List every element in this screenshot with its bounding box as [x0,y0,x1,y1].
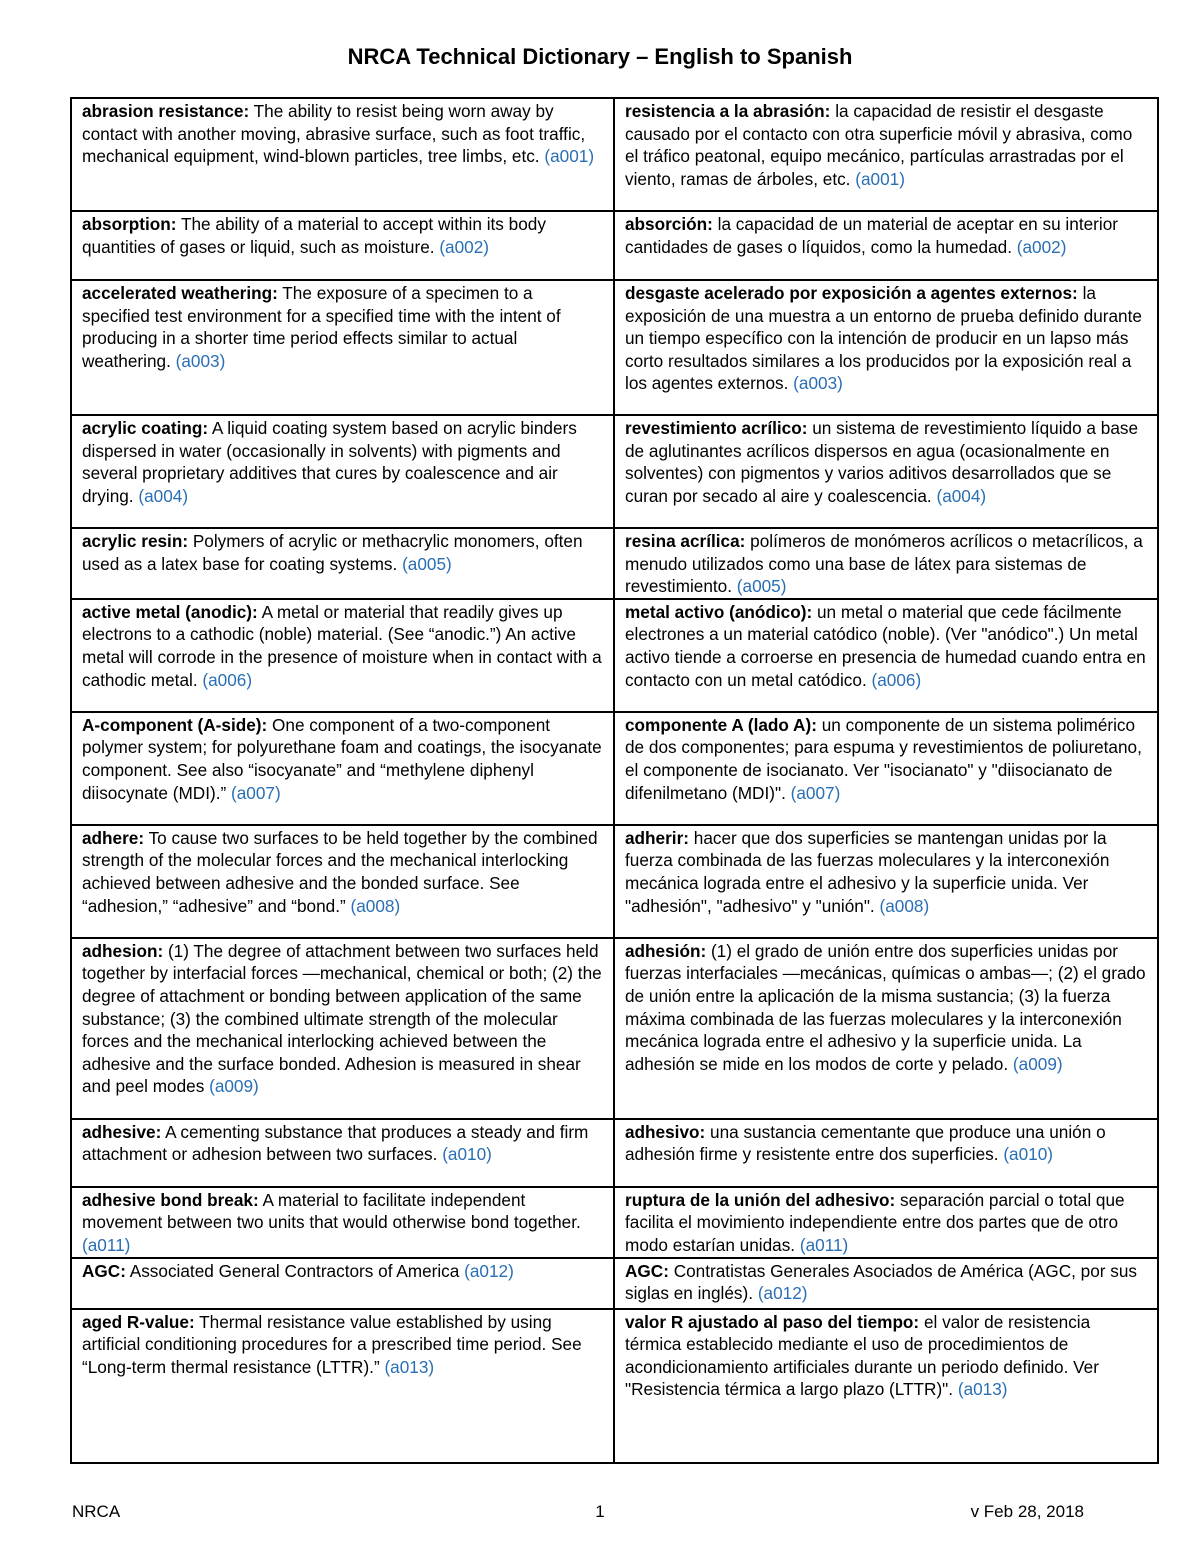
footer-org: NRCA [72,1502,121,1521]
term: adhesive bond break: [82,1189,259,1210]
english-cell [71,415,614,528]
term: desgaste acelerado por exposición a agentes externos: [625,283,1078,303]
term: acrylic coating: [82,418,209,438]
term: AGC: [625,1260,669,1281]
spanish-cell [614,1187,1158,1258]
term: absorción: [625,214,713,234]
definition: A material to facilitate independent movement between two units that would otherwise bond together. [82,1189,581,1233]
footer-version-date: v Feb 28, 2018 [970,1502,1084,1521]
term: AGC: [82,1260,126,1281]
definition: la capacidad de resistir el desgaste causado por el contacto con otra superficie móvil y abrasiva, como el tráfico peatonal, equipo mecánico, partículas arrastradas por el viento, ramas de árboles, etc. [625,101,1133,189]
reference-code: (a013) [957,1379,1008,1400]
term: adhesion: [82,940,164,961]
term: resistencia a la abrasión: [625,101,831,121]
spanish-cell [614,98,1158,211]
definition: la capacidad de un material de aceptar en su interior cantidades de gases o líquidos, como la humedad. [625,214,1118,257]
reference-code: (a006) [202,669,253,690]
definition: una sustancia cementante que produce una unión o adhesión firme y resistente entre dos superficies. [625,1121,1106,1165]
english-cell [71,938,614,1119]
english-cell [71,528,614,599]
definition: The ability of a material to accept within its body quantities of gases or liquid, such as moisture. [82,214,546,257]
reference-code: (a004) [138,485,189,506]
table-row [71,528,1158,599]
english-cell [71,1119,614,1187]
spanish-cell [614,712,1158,825]
term: adhesive: [82,1121,162,1142]
definition: un metal o material que cede fácilmente electrones a un material catódico (noble). (Ver "anódico".) Un metal activo tiende a corroerse en presencia de humedad cuando entra en contacto con un metal catódico. [625,601,1146,690]
reference-code: (a004) [936,485,987,506]
reference-code: (a012) [464,1260,514,1281]
reference-code: (a012) [757,1283,808,1304]
definition: el valor de resistencia térmica establecido mediante el uso de procedimientos de acondicionamiento artificiales durante un periodo definido. Ver "Resistencia térmica a largo plazo (LTTR)". [625,1311,1099,1400]
term: valor R ajustado al paso del tiempo: [625,1311,920,1332]
reference-code: (a011) [82,1234,131,1255]
definition: One component of a two-component polymer system; for polyurethane foam and coatings, the isocyanate component. See also “isocyanate” and “methylene diphenyl diisocynate (MDI).” [82,714,602,803]
spanish-cell [614,280,1158,415]
reference-code: (a002) [439,236,489,257]
definition: A liquid coating system based on acrylic binders dispersed in water (occasionally in solvents) with pigments and several proprietary additives that cures by coalescence and air drying. [82,418,577,506]
table-row [71,1258,1158,1309]
definition: The exposure of a specimen to a specified test environment for a specified time with the intent of producing in a shorter time period effects similar to actual weathering. [82,283,561,371]
definition: Associated General Contractors of America [129,1260,460,1281]
english-cell [71,599,614,712]
reference-code: (a003) [175,350,226,371]
term: revestimiento acrílico: [625,418,808,438]
term: aged R-value: [82,1311,195,1332]
table-row [71,1187,1158,1258]
definition: un sistema de revestimiento líquido a base de aglutinantes acrílicos dispersos en agua (ocasionalmente en solventes) con pigmentos y varios aditivos desarrollados que se curan por secado al aire y coalescencia. [625,418,1139,506]
reference-code: (a010) [1003,1144,1054,1165]
spanish-cell [614,599,1158,712]
english-cell [71,712,614,825]
definition: A metal or material that readily gives up electrons to a cathodic (noble) material. (See “anodic.”) An active metal will corrode in the presence of moisture when in contact with a cathodic metal. [82,601,602,690]
reference-code: (a013) [384,1356,435,1377]
table-row [71,599,1158,712]
definition: polímeros de monómeros acrílicos o metacrílicos, a menudo utilizados como una base de látex para sistemas de revestimiento. [625,531,1143,597]
reference-code: (a002) [1016,236,1067,257]
definition: Thermal resistance value established by using artificial conditioning procedures for a prescribed time period. See “Long-term thermal resistance (LTTR).” [82,1311,582,1377]
definition: hacer que dos superficies se mantengan unidas por la fuerza combinada de las fuerzas moleculares y la interconexión mecánica lograda entre el adhesivo y la superficie unida. Ver "adhesión", "adhesivo" y "unión". [625,827,1110,916]
term: accelerated weathering: [82,283,278,303]
term: acrylic resin: [82,531,189,551]
term: active metal (anodic): [82,601,258,622]
spanish-cell [614,528,1158,599]
term: ruptura de la unión del adhesivo: [625,1189,896,1210]
table-row [71,98,1158,211]
page-title: NRCA Technical Dictionary – English to Spanish [347,44,853,69]
reference-code: (a009) [209,1076,259,1097]
english-cell [71,825,614,938]
spanish-cell [614,938,1158,1119]
table-row [71,211,1158,280]
reference-code: (a001) [855,168,905,189]
english-cell [71,1187,614,1258]
definition: separación parcial o total que facilita el movimiento independiente entre dos partes que de otro modo estarían unidas. [625,1189,1125,1255]
term: adhere: [82,827,145,848]
spanish-cell [614,1119,1158,1187]
term: metal activo (anódico): [625,601,813,622]
definition: Contratistas Generales Asociados de América (AGC, por sus siglas en inglés). [625,1260,1138,1304]
spanish-cell [614,211,1158,280]
term: absorption: [82,214,177,234]
english-cell [71,98,614,211]
term: adhesión: [625,940,707,961]
table-row [71,825,1158,938]
table-row [71,1119,1158,1187]
term: resina acrílica: [625,531,746,551]
reference-code: (a011) [799,1234,849,1255]
english-cell [71,280,614,415]
table-row [71,280,1158,415]
reference-code: (a008) [879,895,930,916]
term: adherir: [625,827,689,848]
spanish-cell [614,415,1158,528]
dictionary-table-body [71,98,1158,1463]
english-cell [71,1309,614,1463]
term: abrasion resistance: [82,101,250,121]
term: adhesivo: [625,1121,706,1142]
table-row [71,1309,1158,1463]
definition: Polymers of acrylic or methacrylic monomers, often used as a latex base for coating systems. [82,531,583,574]
definition: (1) el grado de unión entre dos superficies unidas por fuerzas interfaciales —mecánicas, químicas o ambas—; (2) el grado de unión entre la aplicación de la misma sustancia; (3) la fuerza máxima combinada de las fuerzas moleculares y la interconexión mecánica lograda entre el adhesivo y la superficie unida. La adhesión se mide en los modos de corte y pelado. [625,940,1146,1074]
spanish-cell [614,825,1158,938]
reference-code: (a005) [736,576,787,597]
definition: To cause two surfaces to be held together by the combined strength of the molecular forces and the mechanical interlocking achieved between adhesive and the bonded surface. See “adhesion,” “adhesive” and “bond.” [82,827,598,916]
reference-code: (a006) [871,669,922,690]
term: componente A (lado A): [625,714,817,735]
dictionary-table [70,97,1159,1464]
definition: un componente de un sistema polimérico de dos componentes; para espuma y revestimientos de poliuretano, el componente de isocianato. Ver "isocianato" y "diisocianato de difenilmetano (MDI)". [625,714,1142,803]
reference-code: (a007) [231,782,281,803]
table-row [71,415,1158,528]
english-cell [71,1258,614,1309]
english-cell [71,211,614,280]
spanish-cell [614,1309,1158,1463]
term: A-component (A-side): [82,714,268,735]
reference-code: (a009) [1012,1053,1063,1074]
reference-code: (a008) [350,895,401,916]
definition: The ability to resist being worn away by contact with another moving, abrasive surface, such as foot traffic, mechanical equipment, wind-blown particles, tree limbs, etc. [82,101,586,167]
table-row [71,712,1158,825]
reference-code: (a005) [402,553,452,574]
reference-code: (a010) [442,1144,492,1165]
reference-code: (a003) [793,373,843,394]
footer-page-number: 1 [595,1502,605,1521]
reference-code: (a007) [790,782,841,803]
table-row [71,938,1158,1119]
spanish-cell [614,1258,1158,1309]
reference-code: (a001) [544,146,595,167]
definition: la exposición de una muestra a un entorno de prueba definido durante un tiempo específico con la intención de producir en un lapso más corto resultados similares a los producidos por la exposición real a los agentes externos. [625,283,1142,394]
definition: (1) The degree of attachment between two surfaces held together by interfacial forces —mechanical, chemical or both; (2) the degree of attachment or bonding between application of the same substance; (3) the combined ultimate strength of the molecular forces and the mechanical interlocking achieved between the adhesive and the surface bonded. Adhesion is measured in shear and peel modes [82,940,602,1097]
definition: A cementing substance that produces a steady and firm attachment or adhesion between two surfaces. [82,1121,589,1165]
